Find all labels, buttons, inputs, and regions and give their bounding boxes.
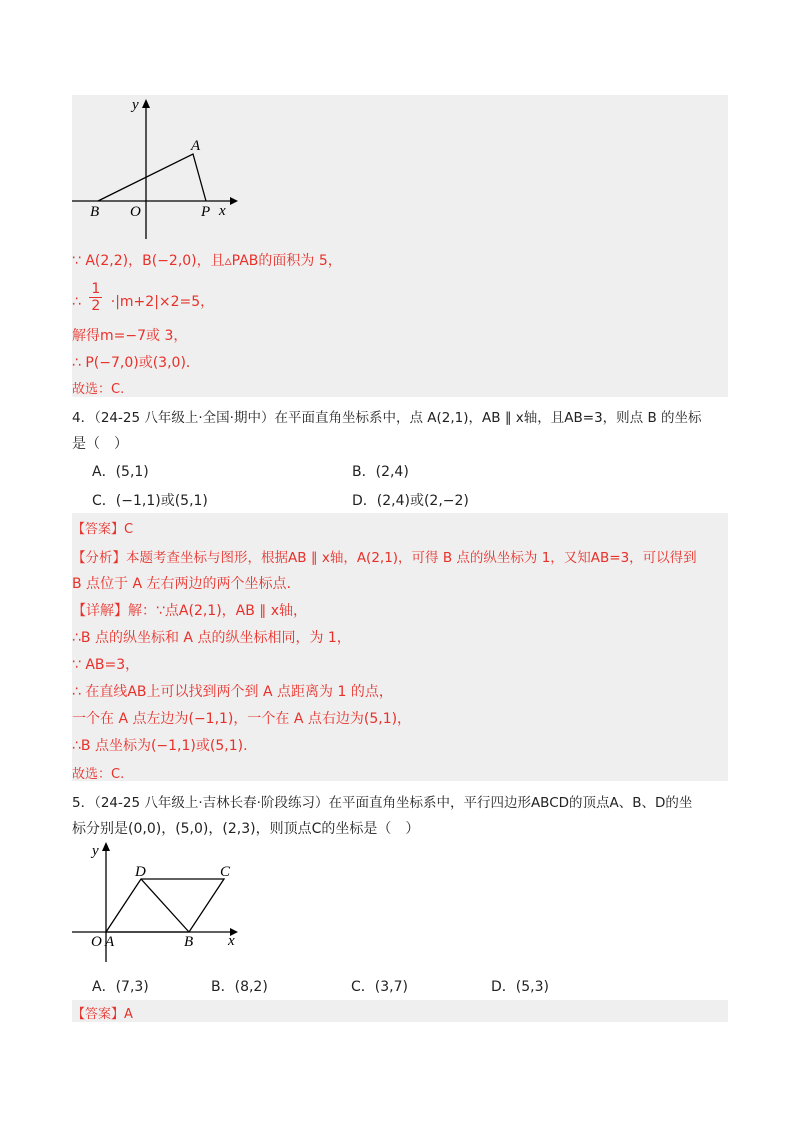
label-a: A bbox=[191, 138, 201, 154]
equation-rest: ·|m+2|×2=5， bbox=[110, 294, 215, 310]
triangle-pab bbox=[98, 154, 206, 201]
figure-triangle-pab bbox=[72, 95, 252, 245]
q4-detail-line-2: ∴B 点的纵坐标和 A 点的纵坐标相同，为 1， bbox=[72, 630, 351, 646]
q4-option-a[interactable]: A．(5,1) bbox=[92, 464, 149, 480]
q4-analysis-line-2: B 点位于 A 左右两边的两个坐标点. bbox=[72, 576, 291, 592]
y-axis-arrow bbox=[102, 842, 110, 851]
label-b: B bbox=[184, 934, 194, 950]
label-y: y bbox=[132, 97, 139, 113]
analysis-text-1: 本题考查坐标与图形，根据AB ∥ x轴，A(2,1)，可得 B 点的纵坐标为 1，又知AB=3，可以得到 bbox=[126, 550, 697, 566]
detail-tag: 【详解】 bbox=[72, 603, 128, 619]
label-p: P bbox=[201, 204, 211, 220]
label-b: B bbox=[90, 204, 100, 220]
label-x: x bbox=[219, 203, 226, 219]
q4-detail-line-6: ∴B 点坐标为(−1,1)或(5,1). bbox=[72, 738, 248, 754]
q4-option-c[interactable]: C．(−1,1)或(5,1) bbox=[92, 493, 208, 509]
label-a: A bbox=[105, 934, 115, 950]
fraction-numerator: 1 bbox=[91, 281, 101, 297]
q3-conclusion: 故选：C. bbox=[72, 382, 125, 397]
q5-stem-line-2: 标分别是(0,0)，(5,0)，(2,3)，则顶点C的坐标是（ ） bbox=[72, 821, 420, 837]
q4-conclusion: 故选：C. bbox=[72, 767, 125, 782]
q3-solution-line-4: ∴ P(−7,0)或(3,0)． bbox=[72, 355, 200, 371]
q5-answer: 【答案】A bbox=[72, 1007, 133, 1022]
label-c: C bbox=[220, 864, 231, 880]
q5-option-d[interactable]: D．(5,3) bbox=[491, 979, 549, 995]
label-y: y bbox=[92, 843, 99, 859]
q4-stem-line-1: 4．（24-25 八年级上·全国·期中）在平面直角坐标系中，点 A(2,1)，AB ∥ x轴，且AB=3，则点 B 的坐标 bbox=[72, 410, 702, 426]
q4-detail-line-3: ∵ AB=3， bbox=[72, 657, 140, 673]
q5-option-a[interactable]: A．(7,3) bbox=[92, 979, 149, 995]
x-axis-arrow bbox=[230, 197, 238, 205]
q4-detail-line-1 bbox=[72, 600, 307, 620]
y-axis-arrow bbox=[142, 99, 150, 108]
q5-option-c[interactable]: C．(3,7) bbox=[351, 979, 408, 995]
q5-stem-line-1: 5．（24-25 八年级上·吉林长春·阶段练习）在平面直角坐标系中，平行四边形ABCD的顶点A、B、D的坐 bbox=[72, 795, 693, 811]
figure-parallelogram-abcd bbox=[72, 838, 252, 966]
detail-text-1: 解：∵点A(2,1)，AB ∥ x轴， bbox=[128, 603, 308, 619]
fraction-denominator: 2 bbox=[91, 298, 101, 314]
label-o: O bbox=[91, 934, 102, 950]
q4-answer: 【答案】C bbox=[72, 522, 134, 537]
therefore-symbol: ∴ bbox=[72, 294, 81, 310]
q4-detail-line-4: ∴ 在直线AB上可以找到两个到 A 点距离为 1 的点， bbox=[72, 684, 393, 700]
q4-analysis-line-1 bbox=[72, 546, 697, 566]
q3-solution-line-1: ∵ A(2,2)，B(−2,0)，且▵PAB的面积为 5， bbox=[72, 253, 342, 269]
q5-answer-panel bbox=[72, 1000, 728, 1022]
q5-option-b[interactable]: B．(8,2) bbox=[211, 979, 268, 995]
q4-detail-line-5: 一个在 A 点左边为(−1,1)，一个在 A 点右边为(5,1)， bbox=[72, 711, 412, 727]
q4-option-b[interactable]: B．(2,4) bbox=[352, 464, 409, 480]
q3-solution-line-3: 解得m=−7或 3， bbox=[72, 328, 188, 344]
diagonal-bd bbox=[141, 879, 189, 932]
label-o: O bbox=[130, 204, 141, 220]
analysis-tag: 【分析】 bbox=[72, 550, 126, 566]
label-x: x bbox=[228, 933, 235, 949]
fraction-one-half bbox=[89, 281, 102, 314]
q3-solution-line-2 bbox=[72, 281, 214, 315]
q4-stem-line-2: 是（ ） bbox=[72, 436, 128, 452]
label-d: D bbox=[135, 864, 146, 880]
q4-option-d[interactable]: D．(2,4)或(2,−2) bbox=[352, 493, 469, 509]
